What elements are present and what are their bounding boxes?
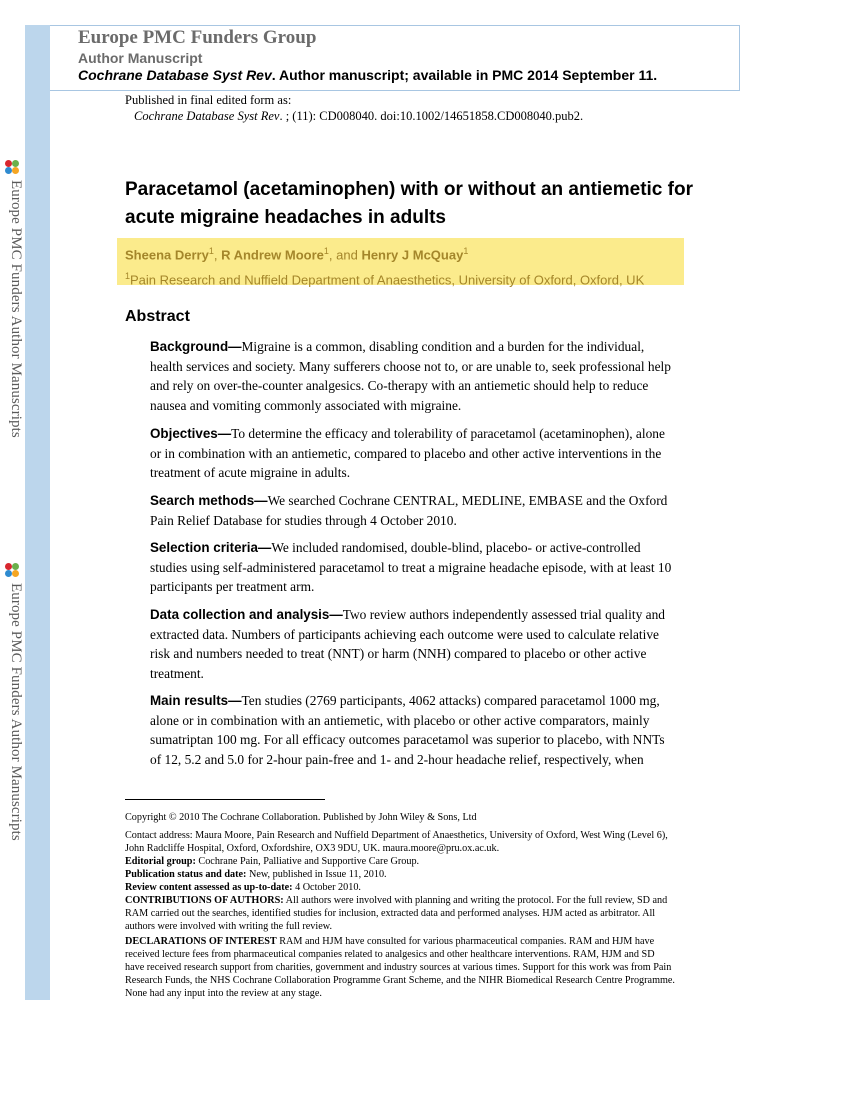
section-label: Data collection and analysis— <box>150 607 343 622</box>
funders-group-title: Europe PMC Funders Group <box>78 27 317 48</box>
abstract-background <box>150 337 695 415</box>
text-line: Ten studies (2769 participants, 4062 attacks) compared paracetamol 1000 mg, <box>241 693 660 708</box>
text-line: Migraine is a common, disabling condition and a burden for the individual, <box>241 339 645 354</box>
text-line: Two review authors independently assessed trial quality and <box>342 607 665 622</box>
europe-pmc-logo-icon <box>5 160 21 176</box>
text-line: John Radcliffe Hospital, Oxford, Oxfordshire, OX3 9DU, UK. maura.moore@pru.ox.ac.uk. <box>125 843 500 854</box>
text-line: None had any input into the review at any stage. <box>125 988 322 999</box>
sidebar-band <box>25 25 50 1000</box>
footnote-label: Publication status and date: <box>125 869 247 880</box>
author-name: Henry J McQuay <box>361 247 464 263</box>
text-line: nausea and vomiting commonly associated with migraine. <box>150 397 462 413</box>
header-citation <box>78 67 657 83</box>
footnote-label: CONTRIBUTIONS OF AUTHORS: <box>125 895 284 906</box>
abstract-data-collection <box>150 605 695 683</box>
text-line: Pain Relief Database for studies through 4 October 2010. <box>150 512 457 528</box>
abstract-main-results <box>150 691 695 769</box>
text-line: have received research support from charities, government and industry sources at various times. Support for this work was from Pain <box>125 962 672 973</box>
author-list <box>125 246 468 262</box>
article-title: Paracetamol (acetaminophen) with or without an antiemetic for acute migraine headaches in adults <box>125 179 693 228</box>
copyright-note: Copyright © 2010 The Cochrane Collaboration. Published by John Wiley & Sons, Ltd <box>125 812 477 823</box>
journal-name: Cochrane Database Syst Rev <box>78 67 272 83</box>
text-line: Research Funds, the NHS Cochrane Collaboration Programme Grant Scheme, and the NIHR Biomedical Research Centre Programme. <box>125 975 675 986</box>
abstract-selection-criteria <box>150 538 695 597</box>
text-line: treatment. <box>150 665 204 681</box>
affiliation <box>125 271 644 287</box>
abstract-objectives <box>150 424 695 483</box>
section-label: Background— <box>150 339 242 354</box>
declarations-of-interest <box>125 935 730 1000</box>
europe-pmc-logo-icon <box>5 563 21 579</box>
text-line: authors were involved with writing the full review. <box>125 921 332 932</box>
contact-address <box>125 829 730 933</box>
text-line: received lecture fees from pharmaceutical companies related to analgesics and other healthcare interventions. RAM, HJM and SD <box>125 949 655 960</box>
author-separator: , and <box>328 247 362 263</box>
text-line: sumatriptan 100 mg. For all efficacy outcomes paracetamol was superior to placebo, with NNTs <box>150 732 665 747</box>
text-line: participants per treatment arm. <box>150 579 315 594</box>
sidebar-label: Europe PMC Funders Author Manuscripts <box>8 180 24 438</box>
text-line: RAM and HJM have consulted for various pharmaceutical companies. RAM and HJM have <box>276 936 655 947</box>
text-line: To determine the efficacy and tolerability of paracetamol (acetaminophen), alone <box>231 426 665 441</box>
text-line: treatment of acute migraine in adults. <box>150 465 351 480</box>
text-line: alone or in combination with an antiemetic, with placebo or other active comparators, mainly <box>150 712 650 728</box>
published-citation-text: . ; (11): CD008040. doi:10.1002/14651858.CD008040.pub2. <box>279 109 584 123</box>
text-line: Contact address: Maura Moore, Pain Research and Nuffield Department of Anaesthetics, University of Oxford, West Wing (Level 6), <box>125 830 668 841</box>
published-final-note <box>125 92 583 124</box>
author-name: Sheena Derry <box>125 247 209 263</box>
text-line: or in combination with an antiemetic, compared to placebo and other active interventions in the <box>150 445 662 461</box>
author-affil-mark: 1 <box>323 246 329 256</box>
availability-text: . Author manuscript; available in PMC 2014 September 11. <box>271 67 658 83</box>
section-label: Objectives— <box>150 426 232 441</box>
affiliation-text: Pain Research and Nuffield Department of Anaesthetics, University of Oxford, Oxford, UK <box>130 272 645 288</box>
author-affil-mark: 1 <box>208 246 214 256</box>
text-line: We included randomised, double-blind, placebo- or active-controlled <box>271 540 641 555</box>
text-line: RAM carried out the searches, identified studies for inclusion, extracted data and performed analyses. HJM acted as arbitrator. All <box>125 908 656 919</box>
footnote-text: New, published in Issue 11, 2010. <box>246 869 387 880</box>
text-line: We searched Cochrane CENTRAL, MEDLINE, EMBASE and the Oxford <box>267 493 668 508</box>
text-line: extracted data. Numbers of participants achieving each outcome were used to calculate relative <box>150 626 659 642</box>
author-separator: , <box>213 247 222 263</box>
text-line: health services and society. Many sufferers choose not to, or are unable to, seek professional help <box>150 358 671 374</box>
section-label: Selection criteria— <box>150 540 272 555</box>
text-line: risk and numbers needed to treat (NNT) or harm (NNH) compared to placebo or other active <box>150 646 647 661</box>
text-line: All authors were involved with planning and writing the protocol. For the full review, SD and <box>283 895 668 906</box>
author-affil-mark: 1 <box>463 246 469 256</box>
published-journal: Cochrane Database Syst Rev <box>134 109 280 123</box>
section-label: Search methods— <box>150 493 268 508</box>
footnote-text: Cochrane Pain, Palliative and Supportive Care Group. <box>195 856 420 867</box>
author-manuscript-label: Author Manuscript <box>78 50 203 66</box>
sidebar-label: Europe PMC Funders Author Manuscripts <box>8 583 24 841</box>
footnote-label: Editorial group: <box>125 856 196 867</box>
text-line: of 12, 5.2 and 5.0 for 2-hour pain-free and 1- and 2-hour headache relief, respectively, when <box>150 751 644 767</box>
text-line: studies using self-administered paracetamol to treat a migraine headache episode, with at least 10 <box>150 559 672 575</box>
text-line: and rely on over-the-counter analgesics. Co-therapy with an antiemetic should help to reduce <box>150 378 649 393</box>
abstract-heading: Abstract <box>125 308 190 325</box>
affiliation-mark: 1 <box>125 271 131 281</box>
abstract-search-methods <box>150 491 695 530</box>
footnote-text: 4 October 2010. <box>292 882 361 893</box>
published-final-label: Published in final edited form as: <box>125 93 292 107</box>
footnote-divider <box>125 799 325 800</box>
footnote-label: Review content assessed as up-to-date: <box>125 882 293 893</box>
section-label: Main results— <box>150 693 242 708</box>
author-name: R Andrew Moore <box>221 247 324 263</box>
footnote-label: DECLARATIONS OF INTEREST <box>125 936 277 947</box>
published-citation <box>125 108 583 124</box>
